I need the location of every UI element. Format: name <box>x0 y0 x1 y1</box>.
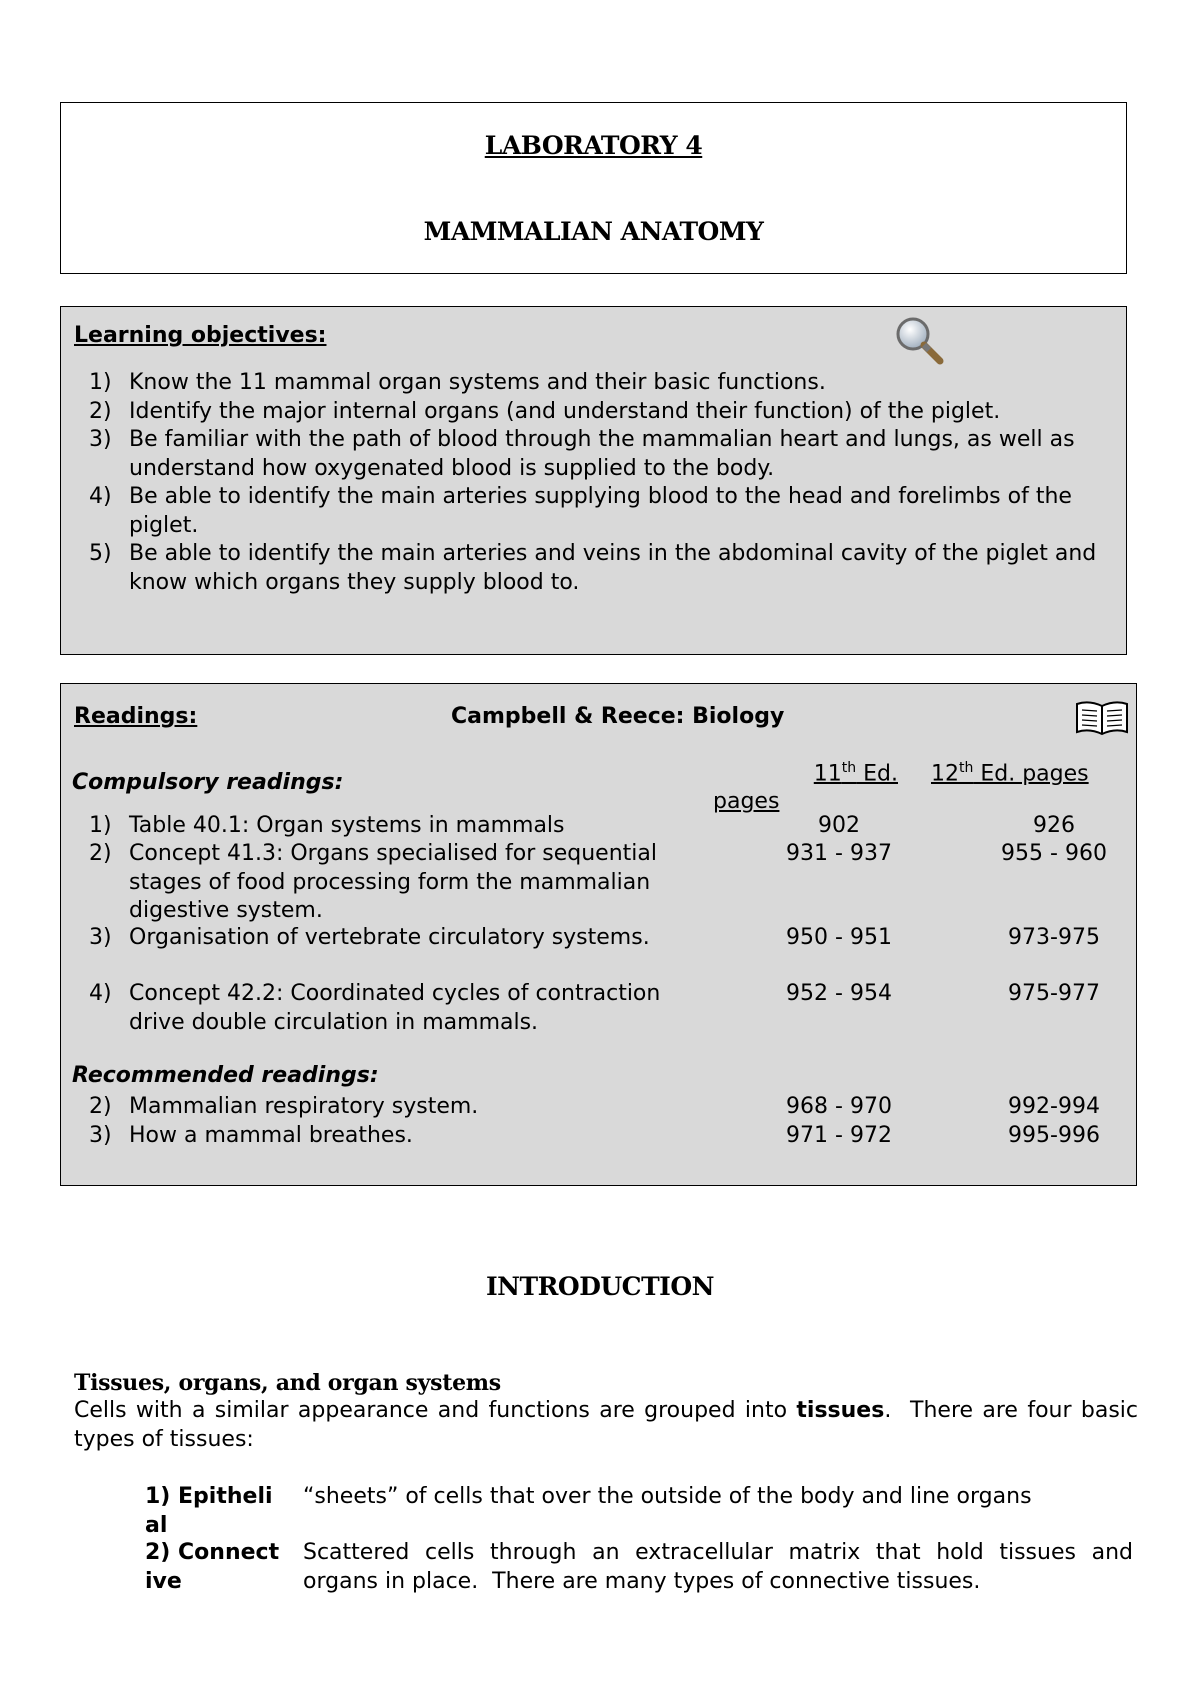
intro-paragraph <box>74 1397 1145 1454</box>
magnifier-icon <box>894 315 946 367</box>
col12-rest: Ed. pages <box>973 761 1089 787</box>
title-box <box>60 102 1127 274</box>
reading-pages-12: 926 <box>1033 813 1075 838</box>
reading-pages-12: 973-975 <box>1008 925 1100 950</box>
objective-number: 3) <box>89 427 112 452</box>
tissue-description: Scattered cells through an extracellular matrix that hold tissues and organs in place. There are many types of connective tissues. <box>303 1540 1140 1594</box>
reading-number: 2) <box>89 841 112 866</box>
tissue-description: “sheets” of cells that over the outside of the body and line organs <box>303 1484 1032 1509</box>
lab-subtitle: MAMMALIAN ANATOMY <box>423 217 764 246</box>
objectives-list <box>74 369 1114 597</box>
reading-number: 1) <box>89 813 112 838</box>
objective-text: Be familiar with the path of blood through the mammalian heart and lungs, as well as understand how oxygenated blood is supplied to the body. <box>129 427 1075 481</box>
objective-text: Know the 11 mammal organ systems and their basic functions. <box>129 370 826 395</box>
reading-number: 3) <box>89 925 112 950</box>
reading-pages-11: 968 - 970 <box>786 1094 892 1119</box>
col11-num: 11 <box>813 761 842 787</box>
reading-pages-12: 955 - 960 <box>1001 841 1107 866</box>
learning-objectives-box <box>60 306 1127 655</box>
compulsory-readings-heading: Compulsory readings: <box>72 770 344 795</box>
reading-pages-11: 971 - 972 <box>786 1123 892 1148</box>
tissues-bold: tissues <box>796 1398 885 1423</box>
lab-title: LABORATORY 4 <box>484 131 703 160</box>
reading-title: Concept 42.2: Coordinated cycles of contraction drive double circulation in mammals. <box>129 981 661 1035</box>
objectives-heading: Learning objectives: <box>74 323 327 348</box>
reading-number: 4) <box>89 981 112 1006</box>
objective-item <box>74 369 1114 398</box>
book-title: Campbell & Reece: Biology <box>451 704 785 729</box>
tissue-name: 2) Connective <box>145 1540 280 1594</box>
readings-box <box>60 683 1137 1186</box>
objective-number: 2) <box>89 398 112 424</box>
reading-pages-11: 950 - 951 <box>786 925 892 950</box>
tissues-subheading: Tissues, organs, and organ systems <box>74 1370 501 1396</box>
col11-rest: Ed. <box>856 761 898 787</box>
objective-item <box>74 398 1114 427</box>
intro-text: Cells with a similar appearance and functions are grouped into <box>74 1398 797 1423</box>
reading-pages-12: 995-996 <box>1008 1123 1100 1148</box>
col11-pages: pages <box>713 789 780 815</box>
reading-pages-12: 992-994 <box>1008 1094 1100 1119</box>
objective-number: 1) <box>89 370 112 395</box>
col12-num: 12 <box>931 761 959 787</box>
objective-number: 5) <box>89 541 112 566</box>
reading-title: Organisation of vertebrate circulatory systems. <box>129 925 650 950</box>
column-header-11th-ed <box>713 754 898 816</box>
reading-pages-11: 902 <box>818 813 860 838</box>
reading-title: Mammalian respiratory system. <box>129 1094 479 1119</box>
objective-item <box>74 426 1114 483</box>
reading-title: Concept 41.3: Organs specialised for sequential stages of food processing form the mammalian digestive system. <box>129 841 657 923</box>
objective-item <box>74 540 1114 597</box>
objective-number: 4) <box>89 484 112 509</box>
objective-text: Be able to identify the main arteries and veins in the abdominal cavity of the piglet and know which organs they supply blood to. <box>129 541 1097 595</box>
reading-number: 2) <box>89 1094 112 1119</box>
reading-number: 3) <box>89 1123 112 1148</box>
column-header-12th-ed <box>931 754 1089 788</box>
col11-sup: th <box>841 760 857 776</box>
reading-pages-12: 975-977 <box>1008 981 1100 1006</box>
recommended-readings-heading: Recommended readings: <box>72 1063 379 1088</box>
reading-title: Table 40.1: Organ systems in mammals <box>129 813 565 838</box>
introduction-heading: INTRODUCTION <box>485 1272 714 1301</box>
col12-sup: th <box>959 760 974 776</box>
objective-text: Be able to identify the main arteries supplying blood to the head and forelimbs of the piglet. <box>129 484 1072 538</box>
readings-heading: Readings: <box>74 704 198 729</box>
objective-text: Identify the major internal organs (and understand their function) of the piglet. <box>129 398 1001 424</box>
reading-pages-11: 952 - 954 <box>786 981 892 1006</box>
objective-item <box>74 483 1114 540</box>
tissue-name: 1) Epithelial <box>145 1484 273 1538</box>
book-icon <box>1073 698 1131 738</box>
intro-text: . There are four basic types of tissues: <box>74 1398 1145 1452</box>
reading-title: How a mammal breathes. <box>129 1123 413 1148</box>
reading-pages-11: 931 - 937 <box>786 841 892 866</box>
